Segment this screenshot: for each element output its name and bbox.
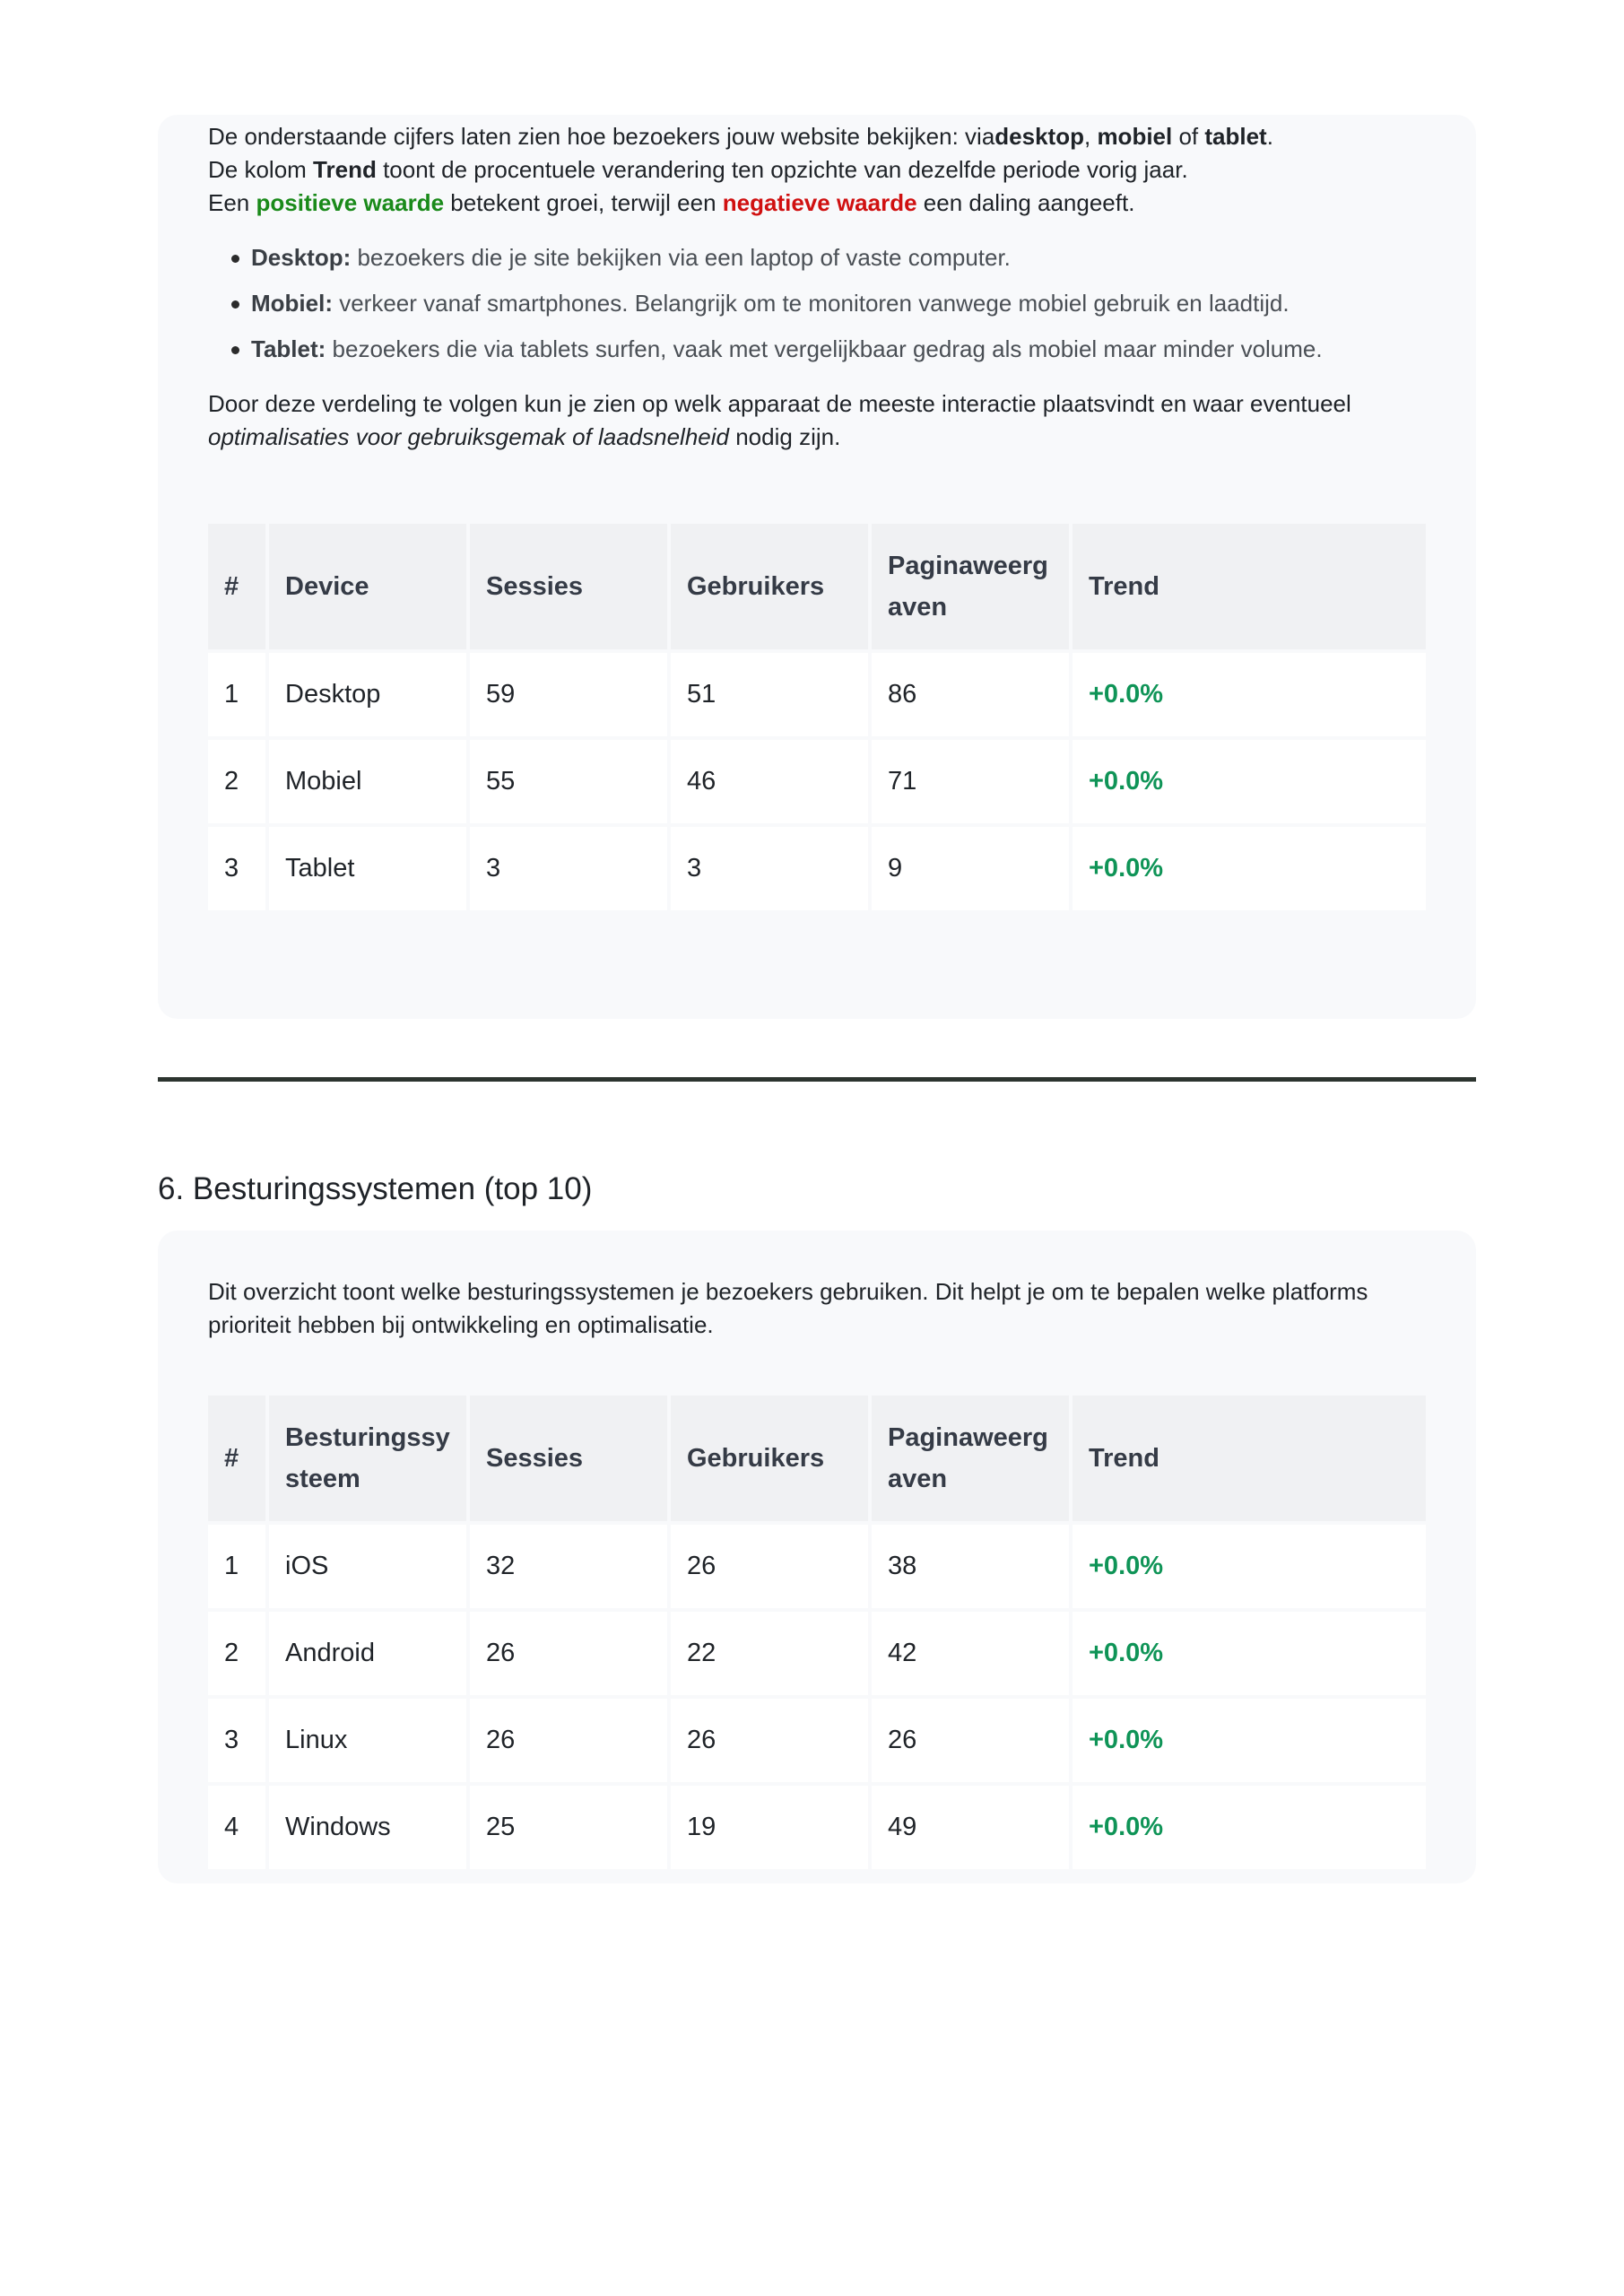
cell-gebruikers: 51 <box>671 653 868 736</box>
intro-text: betekent groei, terwijl een <box>444 189 723 216</box>
bullet-term: Mobiel: <box>251 290 333 317</box>
cell-rank: 3 <box>208 827 265 910</box>
col-header-trend: Trend <box>1073 524 1426 649</box>
bullet-text: verkeer vanaf smartphones. Belangrijk om te monitoren vanwege mobiel gebruik en laadtijd. <box>333 290 1290 317</box>
col-header-rank: # <box>208 524 265 649</box>
table-row <box>208 1525 1426 1608</box>
os-paragraph: Dit overzicht toont welke besturingssystemen je bezoekers gebruiken. Dit helpt je om te bepalen welke platforms prioriteit hebben bij ontwikkeling en optimalisatie. <box>208 1278 1368 1338</box>
cell-rank: 2 <box>208 1612 265 1695</box>
intro-text: De onderstaande cijfers laten zien hoe bezoekers jouw website bekijken: via <box>208 123 995 150</box>
device-intro <box>208 115 1426 220</box>
cell-trend: +0.0% <box>1073 1525 1426 1608</box>
col-header-besturingssysteem: Besturingssysteem <box>269 1396 466 1521</box>
table-header-row <box>208 1396 1426 1521</box>
cell-sessies: 3 <box>470 827 667 910</box>
bullet-text: bezoekers die je site bekijken via een laptop of vaste computer. <box>351 244 1011 271</box>
cell-rank: 1 <box>208 653 265 736</box>
positive-value-label: positieve waarde <box>256 189 445 216</box>
col-header-gebruikers: Gebruikers <box>671 524 868 649</box>
col-header-trend: Trend <box>1073 1396 1426 1521</box>
device-bullet-list <box>208 241 1426 366</box>
bullet-mobiel <box>251 287 1426 320</box>
cell-paginaweergaven: 86 <box>872 653 1069 736</box>
table-row <box>208 740 1426 823</box>
col-header-sessies: Sessies <box>470 1396 667 1521</box>
cell-paginaweergaven: 9 <box>872 827 1069 910</box>
cell-paginaweergaven: 42 <box>872 1612 1069 1695</box>
os-table <box>204 1392 1429 1873</box>
cell-trend: +0.0% <box>1073 653 1426 736</box>
col-header-rank: # <box>208 1396 265 1521</box>
cell-device: Tablet <box>269 827 466 910</box>
cell-sessies: 55 <box>470 740 667 823</box>
cell-rank: 4 <box>208 1786 265 1869</box>
bullet-desktop <box>251 241 1426 274</box>
intro-mobiel: mobiel <box>1097 123 1173 150</box>
cell-trend: +0.0% <box>1073 740 1426 823</box>
intro-text: een daling aangeeft. <box>916 189 1135 216</box>
col-header-gebruikers: Gebruikers <box>671 1396 868 1521</box>
outro-text: nodig zijn. <box>729 423 841 450</box>
intro-text: De kolom <box>208 156 314 183</box>
col-header-paginaweergaven: Paginaweergaven <box>872 524 1069 649</box>
cell-paginaweergaven: 71 <box>872 740 1069 823</box>
cell-os: Windows <box>269 1786 466 1869</box>
cell-device: Mobiel <box>269 740 466 823</box>
device-outro <box>208 387 1426 454</box>
bullet-tablet <box>251 333 1426 366</box>
cell-gebruikers: 46 <box>671 740 868 823</box>
cell-trend: +0.0% <box>1073 1612 1426 1695</box>
cell-sessies: 26 <box>470 1612 667 1695</box>
outro-text: Door deze verdeling te volgen kun je zien op welk apparaat de meeste interactie plaatsvindt en waar eventueel <box>208 390 1351 417</box>
table-header-row <box>208 524 1426 649</box>
intro-text: of <box>1172 123 1205 150</box>
cell-trend: +0.0% <box>1073 1786 1426 1869</box>
cell-gebruikers: 26 <box>671 1525 868 1608</box>
cell-gebruikers: 22 <box>671 1612 868 1695</box>
col-header-device: Device <box>269 524 466 649</box>
table-row <box>208 1699 1426 1782</box>
cell-os: Linux <box>269 1699 466 1782</box>
cell-paginaweergaven: 26 <box>872 1699 1069 1782</box>
table-row <box>208 653 1426 736</box>
cell-sessies: 26 <box>470 1699 667 1782</box>
cell-os: Android <box>269 1612 466 1695</box>
os-card <box>158 1231 1476 1883</box>
cell-os: iOS <box>269 1525 466 1608</box>
negative-value-label: negatieve waarde <box>722 189 917 216</box>
table-row <box>208 1786 1426 1869</box>
cell-rank: 1 <box>208 1525 265 1608</box>
bullet-term: Tablet: <box>251 335 326 362</box>
cell-gebruikers: 26 <box>671 1699 868 1782</box>
cell-paginaweergaven: 38 <box>872 1525 1069 1608</box>
intro-text: toont de procentuele verandering ten opzichte van dezelfde periode vorig jaar. <box>376 156 1188 183</box>
cell-gebruikers: 19 <box>671 1786 868 1869</box>
device-card <box>158 115 1476 1019</box>
cell-gebruikers: 3 <box>671 827 868 910</box>
cell-rank: 2 <box>208 740 265 823</box>
cell-trend: +0.0% <box>1073 1699 1426 1782</box>
os-section-heading: 6. Besturingssystemen (top 10) <box>158 1171 593 1206</box>
cell-paginaweergaven: 49 <box>872 1786 1069 1869</box>
device-table <box>204 520 1429 914</box>
cell-rank: 3 <box>208 1699 265 1782</box>
intro-text: , <box>1083 123 1098 150</box>
intro-tablet: tablet <box>1204 123 1267 150</box>
col-header-paginaweergaven: Paginaweergaven <box>872 1396 1069 1521</box>
cell-sessies: 32 <box>470 1525 667 1608</box>
intro-text: . <box>1266 123 1273 150</box>
intro-desktop: desktop <box>994 123 1084 150</box>
col-header-sessies: Sessies <box>470 524 667 649</box>
cell-sessies: 25 <box>470 1786 667 1869</box>
cell-trend: +0.0% <box>1073 827 1426 910</box>
table-row <box>208 827 1426 910</box>
bullet-text: bezoekers die via tablets surfen, vaak met vergelijkbaar gedrag als mobiel maar minder volume. <box>326 335 1323 362</box>
bullet-term: Desktop: <box>251 244 352 271</box>
section-divider <box>158 1077 1476 1082</box>
cell-sessies: 59 <box>470 653 667 736</box>
intro-trend: Trend <box>313 156 377 183</box>
cell-device: Desktop <box>269 653 466 736</box>
outro-emphasis: optimalisaties voor gebruiksgemak of laadsnelheid <box>208 423 729 450</box>
table-row <box>208 1612 1426 1695</box>
intro-text: Een <box>208 189 256 216</box>
